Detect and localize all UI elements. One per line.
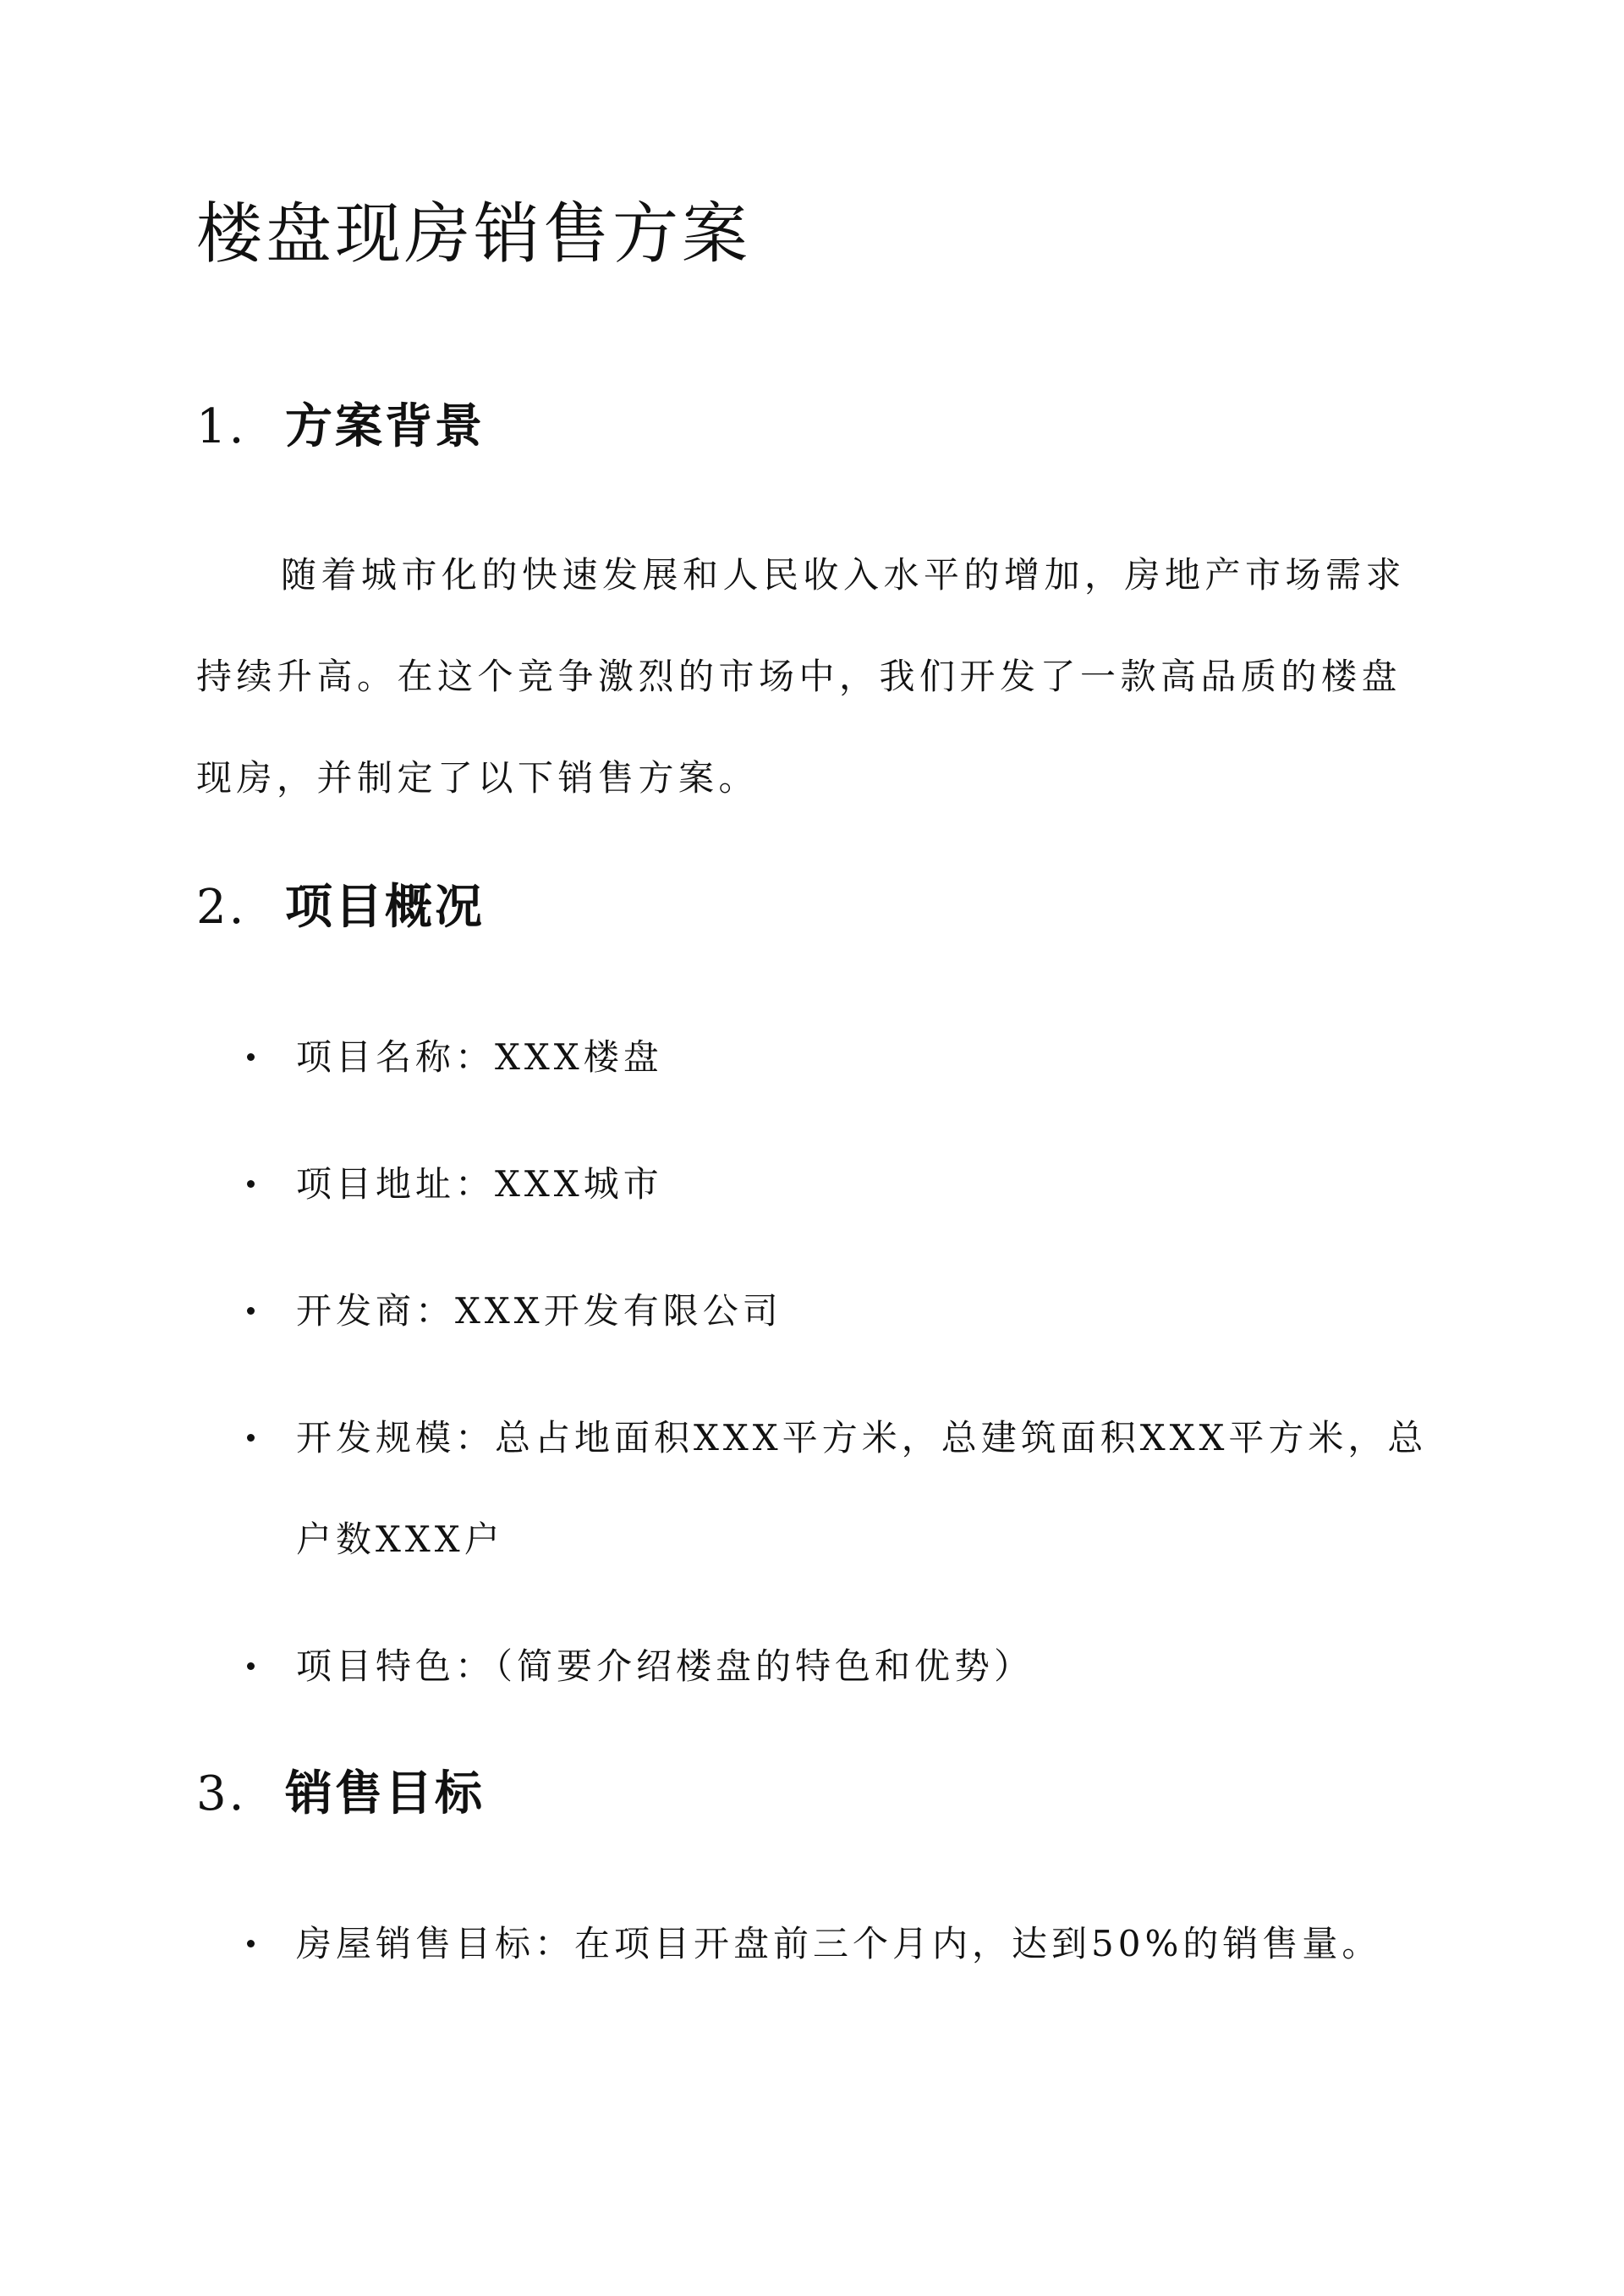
- list-item-text: 项目特色：（简要介绍楼盘的特色和优势）: [296, 1645, 1034, 1687]
- bullet-icon: [247, 1434, 255, 1442]
- list-item-text: 开发规模：总占地面积XXX平方米，总建筑面积XXX平方米，总户数XXX户: [296, 1417, 1428, 1560]
- bullet-icon: [247, 1053, 255, 1061]
- bullet-icon: [247, 1307, 255, 1315]
- list-item-text: 房屋销售目标：在项目开盘前三个月内，达到50%的销售量。: [296, 1923, 1382, 1964]
- background-paragraph: 随着城市化的快速发展和人民收入水平的增加，房地产市场需求持续升高。在这个竞争激烈的市场中，我们开发了一款高品质的楼盘现房，并制定了以下销售方案。: [196, 554, 1407, 799]
- list-item: [196, 1007, 1431, 1108]
- overview-list: [196, 1007, 1431, 1743]
- section-number: 1.: [196, 399, 247, 454]
- list-item: [196, 1134, 1431, 1235]
- section-heading-sales-target: [196, 1766, 485, 1821]
- section-heading-background: [196, 398, 485, 454]
- list-item: [196, 1616, 1431, 1717]
- section-heading-overview: [196, 879, 485, 935]
- list-item: [196, 1893, 1431, 1995]
- bullet-icon: [247, 1662, 255, 1670]
- list-item: [196, 1387, 1431, 1590]
- list-item-text: 开发商：XXX开发有限公司: [296, 1290, 782, 1332]
- section-number: 3.: [196, 1766, 247, 1821]
- document-title: 楼盘现房销售方案: [196, 196, 752, 272]
- bullet-icon: [247, 1180, 255, 1188]
- section-title: 项目概况: [285, 879, 485, 935]
- section-title: 方案背景: [285, 398, 485, 454]
- list-item-text: 项目地址：XXX城市: [296, 1163, 663, 1205]
- list-item: [196, 1261, 1431, 1362]
- bullet-icon: [247, 1940, 255, 1947]
- list-item-text: 项目名称：XXX楼盘: [296, 1036, 663, 1078]
- section-number: 2.: [196, 880, 247, 935]
- section-title: 销售目标: [285, 1766, 485, 1821]
- sales-target-list: [196, 1893, 1431, 2020]
